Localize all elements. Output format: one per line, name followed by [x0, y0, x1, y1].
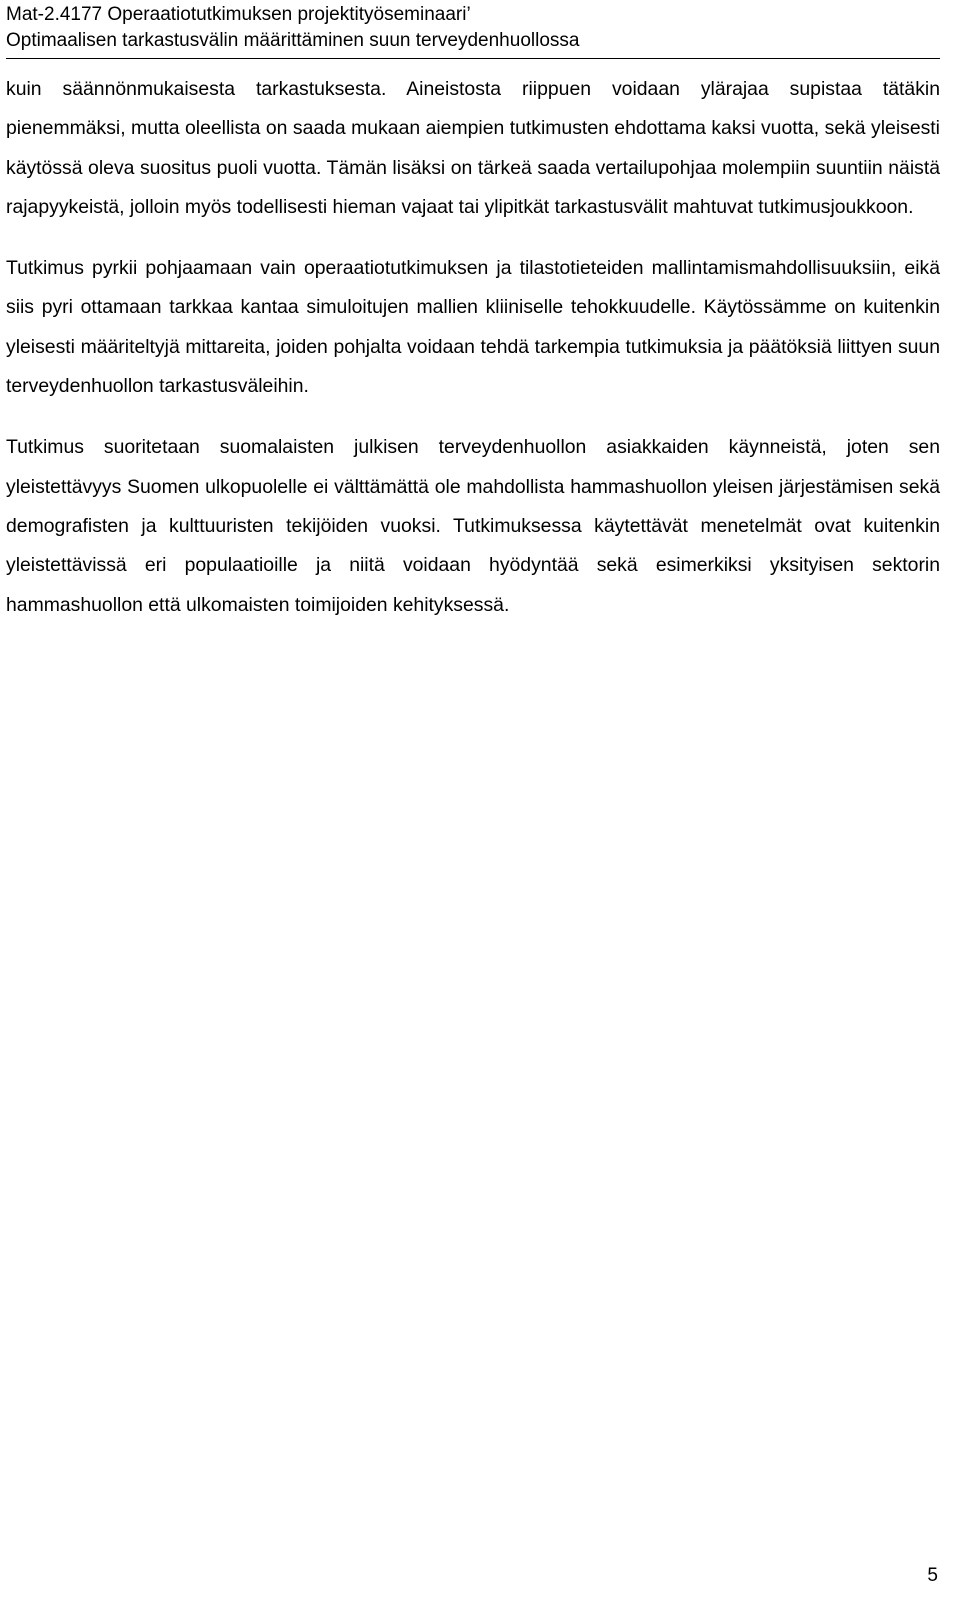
- page-header: [6, 2, 946, 54]
- header-divider: [6, 58, 940, 59]
- page-number: 5: [927, 1565, 938, 1586]
- header-course-title: Mat-2.4177 Operaatiotutkimuksen projektityöseminaari’: [6, 4, 471, 25]
- body-text: [6, 70, 940, 647]
- paragraph-scope-limits: kuin säännönmukaisesta tarkastuksesta. Aineistosta riippuen voidaan ylärajaa supistaa tätäkin pienemmäksi, mutta oleellista on saada mukaan aiempien tutkimusten ehdottama kaksi vuotta, sekä yleisesti käytössä oleva suositus puoli vuotta. Tämän lisäksi on tärkeä saada vertailupohjaa molempiin suuntiin näistä rajapyykeistä, jolloin myös todellisesti hieman vajaat tai ylipitkät tarkastusvälit mahtuvat tutkimusjoukkoon.: [6, 78, 940, 218]
- header-report-title: Optimaalisen tarkastusvälin määrittäminen suun terveydenhuollossa: [6, 30, 580, 51]
- paragraph-generalizability: Tutkimus suoritetaan suomalaisten julkisen terveydenhuollon asiakkaiden käynneistä, joten sen yleistettävyys Suomen ulkopuolelle ei välttämättä ole mahdollista hammashuollon yleisen järjestämisen sekä demografisten ja kulttuuristen tekijöiden vuoksi. Tutkimuksessa käytettävät menetelmät ovat kuitenkin yleistettävissä eri populaatioille ja niitä voidaan hyödyntää sekä esimerkiksi yksityisen sektorin hammashuollon että ulkomaisten toimijoiden kehityksessä.: [6, 436, 940, 616]
- paragraph-method-focus: Tutkimus pyrkii pohjaamaan vain operaatiotutkimuksen ja tilastotieteiden mallintamismahdollisuuksiin, eikä siis pyri ottamaan tarkkaa kantaa simuloitujen mallien kliiniselle tehokkuudelle. Käytössämme on kuitenkin yleisesti määriteltyjä mittareita, joiden pohjalta voidaan tehdä tarkempia tutkimuksia ja päätöksiä liittyen suun terveydenhuollon tarkastusväleihin.: [6, 257, 940, 398]
